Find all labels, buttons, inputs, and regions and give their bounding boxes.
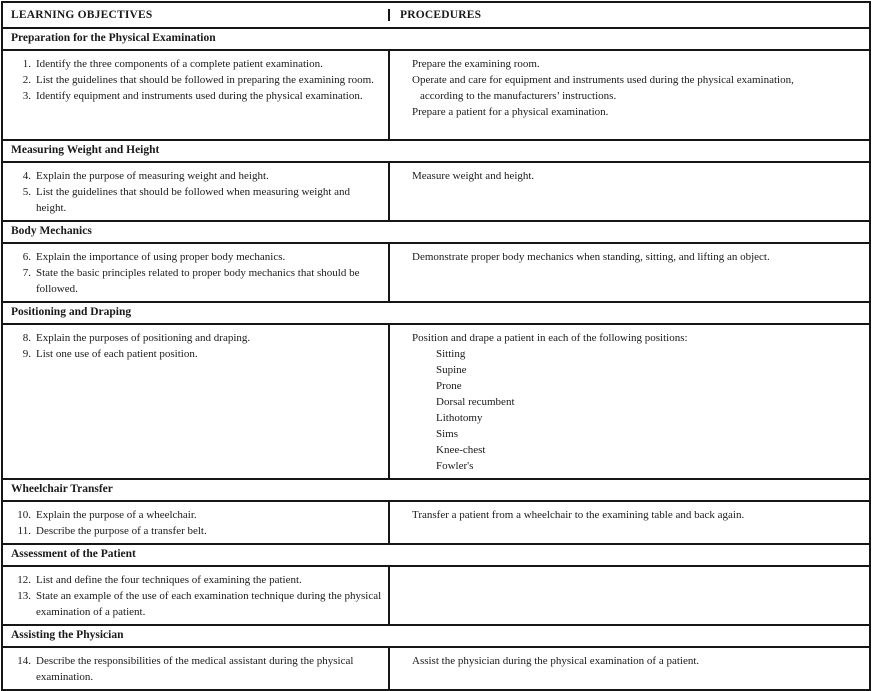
objective-item	[13, 523, 382, 539]
objective-item	[13, 507, 382, 523]
procedure-item: Fowler's	[436, 460, 474, 472]
objective-number: 3.	[22, 90, 31, 102]
section-title: Wheelchair Transfer	[3, 480, 869, 502]
procedures-cell	[390, 648, 869, 689]
procedure-item: Transfer a patient from a wheelchair to the examining table and back again.	[412, 509, 745, 521]
objective-text: State an example of the use of each examination technique during the physical examination of a patient.	[36, 590, 382, 618]
objective-number: 9.	[22, 348, 31, 360]
procedure-item: Sims	[436, 428, 459, 440]
procedures-cell	[390, 51, 869, 139]
objective-text: Explain the purpose of a wheelchair.	[36, 509, 197, 521]
objective-item	[13, 588, 382, 620]
objective-text: State the basic principles related to proper body mechanics that should be followed.	[36, 267, 360, 295]
objective-number: 8.	[22, 332, 31, 344]
section-content-row	[3, 163, 869, 222]
objective-text: List the guidelines that should be followed in preparing the examining room.	[36, 74, 374, 86]
procedure-item: Lithotomy	[436, 412, 483, 424]
section-title: Measuring Weight and Height	[3, 141, 869, 163]
section-title: Assessment of the Patient	[3, 545, 869, 567]
objective-text: List one use of each patient position.	[36, 348, 198, 360]
objective-item	[13, 330, 382, 346]
objective-number: 5.	[22, 186, 31, 198]
objective-item	[13, 72, 382, 88]
procedure-item: according to the manufacturers’ instructions.	[420, 90, 617, 102]
section-title: Body Mechanics	[3, 222, 869, 244]
column-header-procedures: PROCEDURES	[400, 9, 482, 21]
objectives-cell	[3, 244, 390, 301]
objective-text: Identify equipment and instruments used during the physical examination.	[36, 90, 363, 102]
objective-number: 2.	[22, 74, 31, 86]
table-header-row	[3, 3, 869, 29]
objective-text: Explain the purpose of measuring weight and height.	[36, 170, 269, 182]
section-title: Positioning and Draping	[3, 303, 869, 325]
section-content-row	[3, 502, 869, 545]
objective-number: 10.	[17, 509, 31, 521]
objective-item	[13, 184, 382, 216]
procedure-item: Dorsal recumbent	[436, 396, 515, 408]
section-content-row	[3, 325, 869, 480]
objective-item	[13, 88, 382, 104]
objective-number: 12.	[17, 574, 31, 586]
objectives-cell	[3, 567, 390, 624]
objective-item	[13, 265, 382, 297]
procedure-item: Supine	[436, 364, 467, 376]
procedure-item: Sitting	[436, 348, 466, 360]
procedures-cell	[390, 567, 869, 624]
objective-number: 6.	[22, 251, 31, 263]
objectives-procedures-table	[1, 1, 871, 691]
procedure-item: Measure weight and height.	[412, 170, 535, 182]
objective-item	[13, 572, 382, 588]
table-body	[3, 29, 869, 689]
objective-text: Identify the three components of a complete patient examination.	[36, 58, 323, 70]
procedure-item: Prone	[436, 380, 462, 392]
objectives-cell	[3, 51, 390, 139]
objective-text: Describe the purpose of a transfer belt.	[36, 525, 207, 537]
objective-item	[13, 249, 382, 265]
objective-item	[13, 653, 382, 685]
objectives-cell	[3, 325, 390, 478]
procedure-item: Prepare a patient for a physical examination.	[412, 106, 609, 118]
procedures-cell	[390, 244, 869, 301]
procedures-cell	[390, 163, 869, 220]
section-content-row	[3, 244, 869, 303]
procedure-item: Operate and care for equipment and instruments used during the physical examination,	[412, 74, 794, 86]
procedure-item: Knee-chest	[436, 444, 486, 456]
objective-item	[13, 168, 382, 184]
objective-text: List the guidelines that should be followed when measuring weight and height.	[36, 186, 351, 214]
objective-text: Describe the responsibilities of the medical assistant during the physical examination.	[36, 655, 354, 683]
procedures-cell	[390, 325, 869, 478]
objective-number: 7.	[22, 267, 31, 279]
objective-number: 14.	[17, 655, 31, 667]
objective-number: 4.	[22, 170, 31, 182]
objectives-cell	[3, 502, 390, 543]
objective-number: 11.	[17, 525, 31, 537]
objective-item	[13, 346, 382, 362]
procedure-item: Assist the physician during the physical examination of a patient.	[412, 655, 700, 667]
section-content-row	[3, 648, 869, 689]
objective-number: 13.	[17, 590, 31, 602]
section-title: Assisting the Physician	[3, 626, 869, 648]
objective-item	[13, 56, 382, 72]
column-header-learning-objectives: LEARNING OBJECTIVES	[3, 9, 390, 21]
objectives-cell	[3, 648, 390, 689]
procedures-cell	[390, 502, 869, 543]
objective-text: Explain the purposes of positioning and draping.	[36, 332, 251, 344]
section-content-row	[3, 567, 869, 626]
procedure-item: Position and drape a patient in each of the following positions:	[412, 332, 688, 344]
objective-number: 1.	[22, 58, 31, 70]
objectives-cell	[3, 163, 390, 220]
procedure-item: Demonstrate proper body mechanics when standing, sitting, and lifting an object.	[412, 251, 770, 263]
objective-text: Explain the importance of using proper body mechanics.	[36, 251, 286, 263]
objective-text: List and define the four techniques of examining the patient.	[36, 574, 302, 586]
section-content-row	[3, 51, 869, 141]
procedure-item: Prepare the examining room.	[412, 58, 540, 70]
section-title: Preparation for the Physical Examination	[3, 29, 869, 51]
